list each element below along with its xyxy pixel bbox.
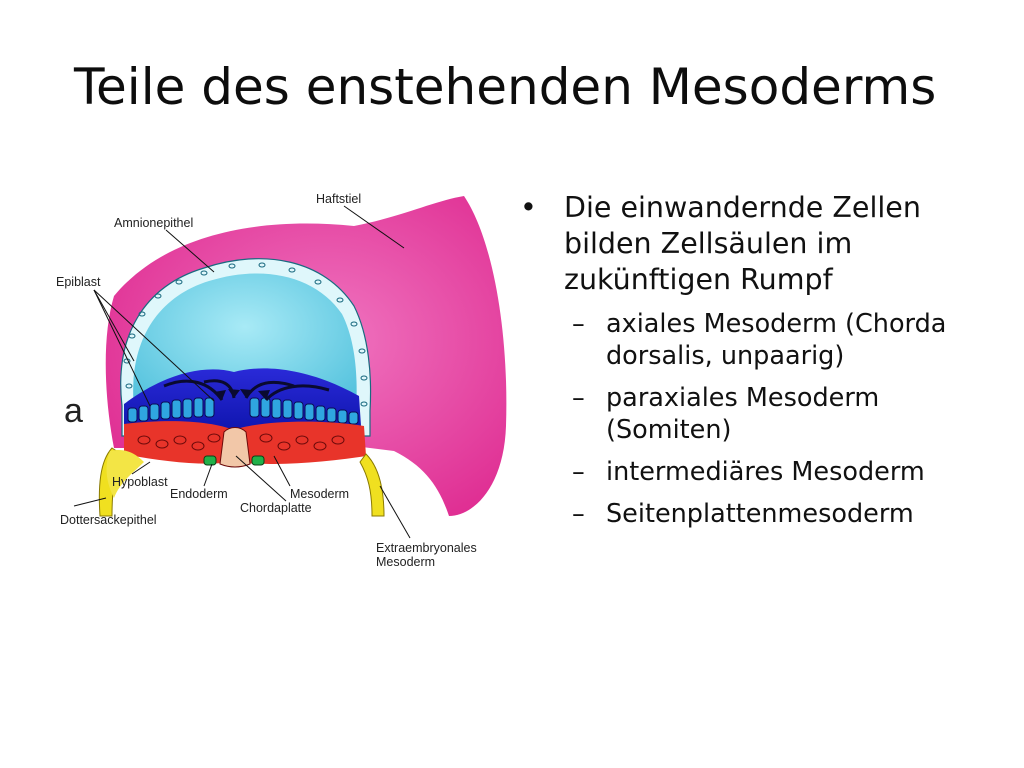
yolk-sac-wall-right (360, 454, 384, 516)
label-endoderm: Endoderm (170, 487, 228, 501)
slide-title: Teile des enstehenden Mesoderms (74, 58, 937, 116)
hypoblast-layer (107, 450, 144, 498)
label-dottersackepithel: Dottersackepithel (60, 513, 157, 527)
dash-marker: – (572, 383, 585, 413)
label-hypoblast: Hypoblast (112, 475, 168, 489)
sub-bullet (520, 382, 1010, 446)
sub-bullet-text: Seitenplattenmesoderm (606, 499, 914, 529)
label-amnionepithel: Amnionepithel (114, 216, 194, 230)
embryo-diagram (54, 186, 514, 586)
sub-bullet (520, 498, 1010, 530)
label-extraembryonales: Extraembryonales (376, 541, 477, 555)
bullet-marker: • (520, 191, 537, 224)
panel-letter: a (64, 392, 83, 430)
label-epiblast: Epiblast (56, 275, 101, 289)
main-bullet-text: Die einwandernde Zellen bilden Zellsäulen im zukünftigen Rumpf (564, 191, 921, 296)
dash-marker: – (572, 457, 585, 487)
bullet-list (520, 190, 1010, 530)
embryo-diagram-svg (54, 186, 514, 586)
chordaplatte-region (220, 428, 250, 468)
sub-bullet-text: axiales Mesoderm (Chorda dorsalis, unpaarig) (606, 309, 947, 371)
label-haftstiel: Haftstiel (316, 192, 362, 206)
label-mesoderm: Mesoderm (290, 487, 350, 501)
label-chordaplatte: Chordaplatte (240, 501, 312, 515)
dash-marker: – (572, 309, 585, 339)
main-bullet (520, 190, 1010, 298)
sub-bullet-text: intermediäres Mesoderm (606, 457, 925, 487)
sub-bullet-list (520, 308, 1010, 530)
dash-marker: – (572, 499, 585, 529)
sub-bullet-text: paraxiales Mesoderm (Somiten) (606, 383, 880, 445)
sub-bullet (520, 456, 1010, 488)
sub-bullet (520, 308, 1010, 372)
label-extraembryonales-mesoderm: Mesoderm (376, 555, 436, 569)
